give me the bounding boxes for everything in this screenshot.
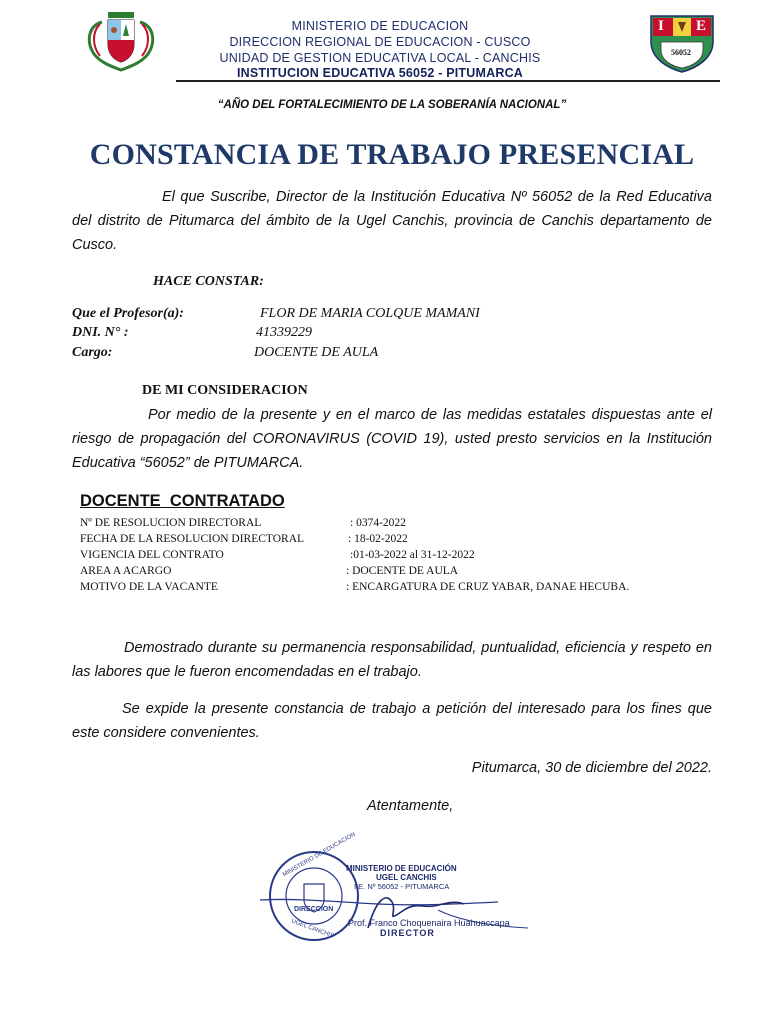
expide-paragraph: Se expide la presente constancia de trabajo a petición del interesado para los fines que este considere convenientes. [72,701,712,741]
contract-row [80,515,720,531]
header-regional-direction: DIRECCION REGIONAL DE EDUCACION - CUSCO [229,35,531,49]
contract-row-value: : 0374-2022 [350,517,406,529]
cargo-value: DOCENTE DE AULA [254,345,379,360]
hace-constar-heading: HACE CONSTAR: [153,274,264,289]
seal-center-text: DIRECCION [294,906,334,913]
header-institution: INSTITUCION EDUCATIVA 56052 - PITUMARCA [236,66,524,80]
consideracion-paragraph: Por medio de la presente y en el marco de las medidas estatales dispuestas ante el riesgo de propagación del CORONAVIRUS (COVID 19), usted presto servicios en la Institución Educativa “56052” de PITUMARCA. [72,407,712,471]
contract-row-value: : DOCENTE DE AULA [346,565,459,577]
contract-row-label: VIGENCIA DEL CONTRATO [80,549,224,561]
contract-table [80,515,720,595]
header-ugel: UNIDAD DE GESTION EDUCATIVA LOCAL - CANCHIS [219,51,541,65]
peru-coat-of-arms-icon [82,8,160,72]
signer-title: DIRECTOR [380,928,435,938]
logo-letter-e: E [696,18,707,34]
contract-row-label: FECHA DE LA RESOLUCION DIRECTORAL [80,533,305,545]
dni-label: DNI. N° : [72,325,129,340]
signer-name: Prof. Franco Choquenaira Huahuaccapa [348,918,510,928]
contract-row-value: : 18-02-2022 [348,533,408,545]
demostrado-paragraph: Demostrado durante su permanencia responsabilidad, puntualidad, eficiencia y respeto en las labores que le fueron encomendadas en el trabajo. [72,640,712,680]
contract-row [80,579,720,595]
cargo-label: Cargo: [72,345,113,360]
contract-row [80,563,720,579]
profesor-value: FLOR DE MARIA COLQUE MAMANI [260,306,480,321]
stamp-rect-line1: MINISTERIO DE EDUCACIÓN [346,864,457,873]
intro-paragraph: El que Suscribe, Director de la Institución Educativa Nº 56052 de la Red Educativa del distrito de Pitumarca del ámbito de la Ugel Canchis, provincia de Canchis departamento de Cusco. [72,189,712,253]
contract-row [80,531,720,547]
stamp-rect-line3: I.E. Nº 56052 - PITUMARCA [354,882,450,891]
contract-row [80,547,720,563]
seal-text-bottom: UGEL CANCHIS [290,918,335,940]
closing: Atentamente, [367,798,454,814]
seal-text-top: MINISTERIO DE EDUCACION [282,831,357,879]
header-rule [176,80,720,82]
date-line: Pitumarca, 30 de diciembre del 2022. [471,760,712,776]
official-stamp [258,831,548,950]
profesor-label: Que el Profesor(a): [72,306,184,321]
school-logo-icon [645,10,719,74]
contract-row-value: :01-03-2022 al 31-12-2022 [350,549,475,561]
contract-row-label: Nº DE RESOLUCION DIRECTORAL [80,517,262,529]
docente-contratado-heading: DOCENTE CONTRATADO [80,492,285,510]
contract-row-value: : ENCARGATURA DE CRUZ YABAR, DANAE HECUBA. [346,581,630,593]
header-ministry: MINISTERIO DE EDUCACION [291,19,469,33]
contract-row-label: AREA A ACARGO [80,565,172,577]
consideracion-heading: DE MI CONSIDERACION [142,383,308,398]
logo-number: 56052 [671,48,691,57]
logo-letter-i: I [658,18,664,34]
page-title: CONSTANCIA DE TRABAJO PRESENCIAL [89,138,695,171]
dni-value: 41339229 [256,325,312,340]
stamp-rect-line2: UGEL CANCHIS [376,873,437,882]
year-motto: “AÑO DEL FORTALECIMIENTO DE LA SOBERANÍA NACIONAL” [217,99,567,111]
contract-row-label: MOTIVO DE LA VACANTE [80,581,218,593]
